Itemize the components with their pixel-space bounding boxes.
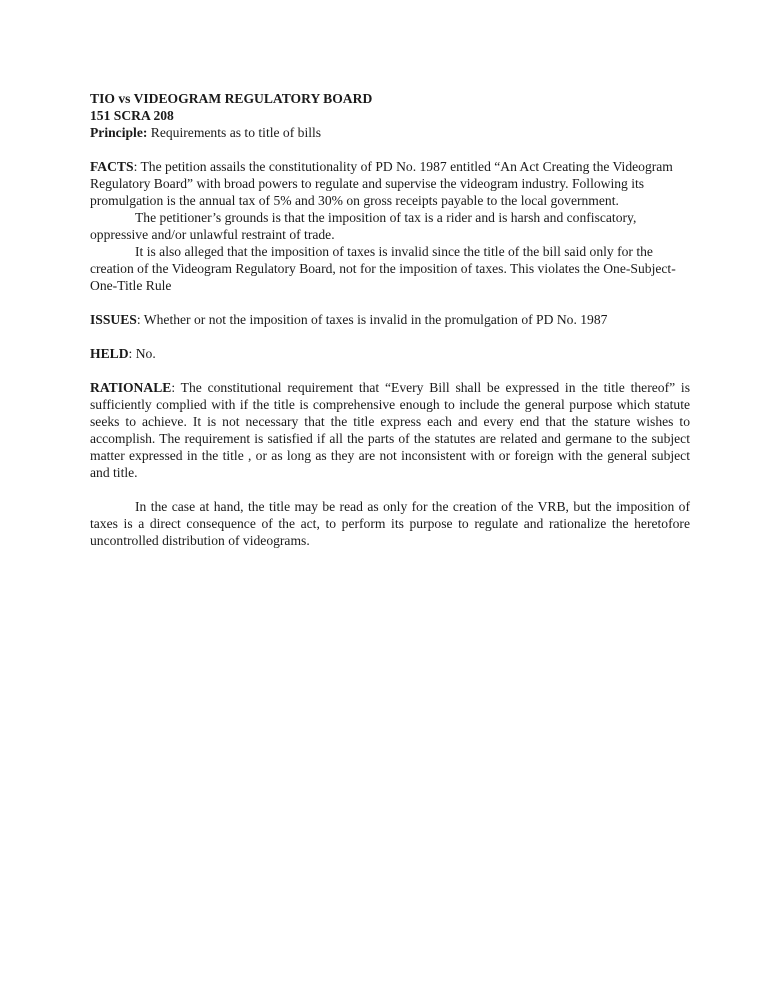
held-label: HELD: [90, 346, 129, 361]
spacer: [90, 362, 690, 379]
issues-text: : Whether or not the imposition of taxes is invalid in the promulgation of PD No. 1987: [136, 312, 608, 327]
principle-line: [90, 124, 690, 141]
spacer: [90, 294, 690, 311]
issues-paragraph: [90, 311, 690, 328]
held-paragraph: [90, 345, 690, 362]
spacer: [90, 328, 690, 345]
rationale-label: RATIONALE: [90, 380, 172, 395]
document-page: [90, 90, 690, 549]
spacer: [90, 141, 690, 158]
case-title: TIO vs VIDEOGRAM REGULATORY BOARD: [90, 91, 373, 106]
held-text: : No.: [128, 346, 156, 361]
facts-label: FACTS: [90, 159, 134, 174]
spacer: [90, 481, 690, 498]
facts-paragraph-2: The petitioner’s grounds is that the imposition of tax is a rider and is harsh and confiscatory, oppressive and/or unlawful restraint of trade.: [90, 210, 637, 242]
principle-text: Requirements as to title of bills: [147, 125, 322, 140]
case-citation: 151 SCRA 208: [90, 108, 174, 123]
issues-label: ISSUES: [90, 312, 137, 327]
rationale-text: : The constitutional requirement that “Every Bill shall be expressed in the title thereof” is sufficiently complied with if the title is comprehensive enough to include the general purpose which statute seeks to achieve. It is not necessary that the title express each and every end that the stature wishes to accomplish. The requirement is satisfied if all the parts of the statutes are related and germane to the subject matter expressed in the title , or as long as they are not inconsistent with or foreign with the general subject and title.: [90, 380, 690, 480]
facts-paragraph: [90, 158, 690, 209]
rationale-paragraph: [90, 379, 690, 481]
facts-paragraph-3: It is also alleged that the imposition of taxes is invalid since the title of the bill said only for the creation of the Videogram Regulatory Board, not for the imposition of taxes. This violates the One-Subject-One-Title Rule: [90, 244, 676, 293]
rationale-paragraph-2: In the case at hand, the title may be read as only for the creation of the VRB, but the imposition of taxes is a direct consequence of the act, to perform its purpose to regulate and rationalize the heretofore uncontrolled distribution of videograms.: [90, 499, 690, 548]
facts-text: : The petition assails the constitutionality of PD No. 1987 entitled “An Act Creating the Videogram Regulatory Board” with broad powers to regulate and supervise the videogram industry. Following its promulgation is the annual tax of 5% and 30% on gross receipts payable to the local government.: [90, 159, 673, 208]
principle-label: Principle:: [90, 125, 148, 140]
